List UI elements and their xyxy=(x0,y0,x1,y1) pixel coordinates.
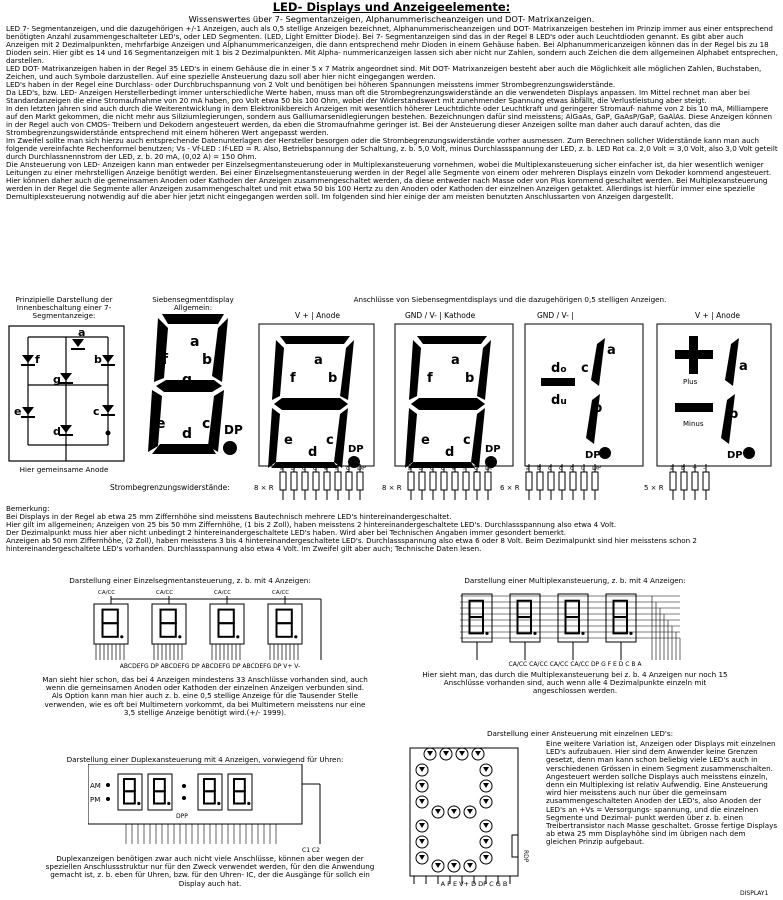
svg-text:b: b xyxy=(681,464,686,472)
svg-text:8 × R: 8 × R xyxy=(254,484,274,492)
svg-text:DPP: DPP xyxy=(176,813,188,820)
multi-title: Darstellung einer Multiplexansteuerung, z. b. mit 4 Anzeigen: xyxy=(464,576,686,585)
notes-line: Hier gilt im allgemeinen; Anzeigen von 25 bis 50 mm Ziffernhöhe, (1 bis 2 Zoll), haben meisstens 2 hintereinandergeschaltete LED's. Durchlassspannung also etwa 4 Volt. xyxy=(6,520,617,529)
intro-paragraph: Da LED's, bzw. LED- Anzeigen Herstellerbedingt immer unterschiedliche Werte haben, muss man oft die Strombegrenzungswiderstände an die verwendeten Displays anpassen. Im Mittel rechnet man aber bei Standardanzeigen die eine Stromaufnahme von 20 mA haben, pro Volt etwa 50 bis 100 Ohm, wobei der Widerstandswert mit zunehmender Spannung etwas äbfällt, die Verlustleistung aber steigt. xyxy=(6,88,750,105)
notes-line: Anzeigen ab 50 mm Ziffernhöhe, (2 Zoll), haben meisstens 3 bis 4 hintereinandergeschaltete LED's. Durchlassspannung also etwa 6 oder 8 Volt. Beim Dezimalpunkt sind hier meisstens schon 2 hintereinandergeschaltete LED's vorhanden. Durchlassspannung also etwa 4 Volt. Im Zweifel gilt aber auch; Technische Daten lesen. xyxy=(6,536,697,553)
svg-text:6 × R: 6 × R xyxy=(500,484,520,492)
intro-paragraph: Im Zweifel sollte man sich hierzu auch entsprechende Datenunterlagen der Hersteller besorgen oder die Strombegrenzungswiderstände vorher ausmessen. Zum Berechnen sollcher Widerstände kann man auch folgende vereinfachte Rechenformel benutzen; Vs - Vf-LED : If-LED = R. Also, Betriebspannung der Schaltung, z. b. 5,0 Volt, minus Durchlassspannung der LED, z. b. LED Rot ca. 2,0 Volt = 3,0 Volt, also 3,0 Volt geteilt durch Durchlassnennstrom der LED, z. b. 20 mA, (0,02 A) = 150 Ohm. xyxy=(6,136,778,161)
am-label: AM xyxy=(90,782,101,790)
led-title: Darstellung einer Ansteuerung mit einzelnen LED's: xyxy=(486,729,674,738)
svg-text:a: a xyxy=(408,464,412,472)
svg-text:DP: DP xyxy=(592,464,601,472)
svg-text:d: d xyxy=(559,464,564,472)
svg-text:DP: DP xyxy=(585,450,601,461)
svg-text:f: f xyxy=(463,464,466,472)
svg-text:c: c xyxy=(430,464,434,472)
svg-text:b: b xyxy=(729,407,739,422)
svg-text:d: d xyxy=(570,464,575,472)
resistor-label: Strombegrenzungswiderstände: xyxy=(110,483,230,492)
svg-text:b: b xyxy=(465,371,475,386)
svg-text:DP: DP xyxy=(357,464,366,472)
svg-text:CA/CC: CA/CC xyxy=(272,590,290,596)
page-title: LED- Displays und Anzeigeelemente: xyxy=(272,0,511,14)
pm-label: PM xyxy=(90,796,101,804)
svg-text:b: b xyxy=(328,371,338,386)
einzel-title: Darstellung einer Einzelsegmentansteuerung, z. b. mit 4 Anzeigen: xyxy=(69,576,311,585)
connections-label: Anschlüsse von Siebensegmentdisplays und die dazugehörigen 0,5 stelligen Anzeigen. xyxy=(353,295,667,304)
c1c2-label: C1 C2 xyxy=(302,847,320,854)
svg-text:do: do xyxy=(551,361,567,376)
page-subtitle: Wissenswertes über 7- Segmentanzeigen, Alphanummerischeanzeigen und DOT- Matrixanzeigen. xyxy=(188,14,595,24)
svg-text:DP: DP xyxy=(485,464,494,472)
svg-text:b: b xyxy=(202,352,213,368)
svg-text:-: - xyxy=(703,464,706,472)
einzel-pins: ABCDEFG DP ABCDEFG DP ABCDEFG DP ABCDEFG DP V+ V- xyxy=(119,663,301,670)
svg-text:f: f xyxy=(335,464,338,472)
svg-text:d: d xyxy=(445,445,455,460)
svg-text:u: u xyxy=(581,464,586,472)
svg-text:du: du xyxy=(551,393,567,408)
led-text: Eine weitere Variation ist, Anzeigen oder Displays mit einzelnen LED's aufzubauen. Hier sind dem Anwender keine Grenzen gesetzt, denn man kann schon beliebig viele LED's auch in verschiedenen Grössen in einem Segment zusammenschalten. Angesteuert werden sollche Displays auch meisstens einzeln, denn ein Multiplexing ist relativ Aufwendig. Eine Ansteuerung wird hier meisstens auch nur über die gemeinsam zusammengeschalteten Anoden der LED's, also Anoden der LED's an +Vs = Versorgungs- spannung, und die einzelnen Segmente und Dezimal- punkt werden über z. b. einen Treibertransistor nach Masse geschaltet. Grosse fertige Displays ab etwa 25 mm Displayhöhe sind im übrigen nach dem gleichen Prinzip aufgebaut. xyxy=(546,739,778,847)
svg-text:e: e xyxy=(452,464,456,472)
svg-text:c: c xyxy=(463,433,471,448)
seg-d-label: d xyxy=(53,425,61,438)
svg-text:g: g xyxy=(474,464,479,472)
intro-paragraph: LED DOT- Matrixanzeigen haben in der Regel 35 LED's in einem Gehäuse die in einer 5 x 7 Matrix angeordnet sind. Mit DOT- Matrixanzeigen besteht aber auch die Möglichkeit alle möglichen Zahlen, Buchstaben, Zeichen, und auch Symbole darzustellen. Auf eine spezielle Ansteuerung dazu soll aber hier nicht eingegangen werden. xyxy=(6,64,762,81)
einzel-diagram xyxy=(88,588,328,666)
footer-label: DISPLAY1 xyxy=(740,890,769,897)
svg-text:CA/CC: CA/CC xyxy=(156,590,174,596)
duplex-text: Duplexanzeigen benötigen zwar auch nicht viele Anschlüsse, können aber wegen der speziellen Anschlussstruktur nur für den Zweck verwendet werden, für den die Anwendung gemacht ist, z. b. eben für Uhren, bzw. für den Uhren- IC, der die Ausgänge für sollch ein Display auch hat. xyxy=(45,854,375,888)
svg-text:a: a xyxy=(739,359,748,374)
svg-text:d: d xyxy=(313,464,318,472)
minus-label: Minus xyxy=(683,420,704,428)
svg-text:d: d xyxy=(308,445,318,460)
svg-text:a: a xyxy=(190,334,200,350)
svg-text:8 × R: 8 × R xyxy=(382,484,402,492)
svg-text:5 × R: 5 × R xyxy=(644,484,664,492)
svg-text:e: e xyxy=(156,416,166,432)
resistor-row xyxy=(110,464,780,504)
svg-text:f: f xyxy=(427,371,433,386)
seg-e-label: e xyxy=(14,405,22,418)
intro-paragraph: LED 7- Segmentanzeigen, und die dazugehörigen +/-1 Anzeigen, auch als 0,5 stellige Anzeigen bezeichnet, Alphanummerischeanzeigen und DOT- Matrixanzeigen bestehen im Prinzip immer aus einer entsprechend benötigten Anzahl zusammengeschalteter LED's, oder LED Segmenten. (LED, Light Emitter Diode). Bei 7- Segmentanzeigen sind das in der Regel 8 LED's oder auch Leuchtdioden genannt. Es gibt aber auch Anzeigen mit 2 Dezimalpunkten, mehrfarbige Anzeigen und Alphanummericanzeigen, die dann entsprechend mehr Dioden in einem Gehäuse haben. Bei Alphanummericanzeigen können das in der Regel bis zu 18 Dioden sein. Hier gibt es 14 und 16 Segmentanzeigen mit 1 bis 2 Dezimalpunkten. Mit Alpha- nummericanzeigen lassen sich aber nicht nur Zahlen, sondern auch Zeichen die dem allgemeinen Alphabet entsprechen, darstellen. xyxy=(6,24,778,65)
notes-heading: Bemerkung: xyxy=(6,504,50,513)
svg-text:a: a xyxy=(451,353,460,368)
svg-text:a: a xyxy=(314,353,323,368)
intro-paragraph: In den letzten Jahren sind auch durch die Weiterentwicklung in dem Elektronikbereich Anzeigen mit wesentlich höherer Leuchtdichte oder Leuchtkraft und geringerer Stromauf- nahme von 2 bis 10 mA, Milliampere auf den Markt gekommen, die nicht mehr aus Siliziumlegierungen, sondern aus Galliumarsenidlegierungen bestehen. Bezeichnungen dafür sind meisstens; AlGaAs, GaP, GaAsP/GaP, GaAlAs. Diese Anzeigen können in der Regel auch von CMOS- Treibern und Dekodern angesteuert werden, da eben die Stromaufnahme geringer ist. Bei der Ansteuerung dieser Anzeigen sollte man daher auch darauf achten, das die Strombegrenzungswiderstände entsprechend mit einem höheren Wert angepasst werden. xyxy=(6,104,772,137)
svg-text:a: a xyxy=(607,343,616,358)
display-panels xyxy=(255,308,775,468)
svg-text:c: c xyxy=(548,464,552,472)
svg-text:d: d xyxy=(441,464,446,472)
svg-text:c: c xyxy=(302,464,306,472)
duplex-diagram xyxy=(88,764,338,854)
principle-label: Prinzipielle Darstellung der Innenbeschaltung einer 7- Segmentanzeige: xyxy=(15,295,113,320)
svg-text:DP: DP xyxy=(727,450,743,461)
dp-label: DP xyxy=(224,423,243,437)
notes-line: Der Dezimalpunkt muss hier aber nicht unbedingt 2 hintereinandergeschaltete LED's haben. Wird aber bei Technischen Angaben immer gesondert bemerkt. xyxy=(6,528,567,537)
einzel-text: Man sieht hier schon, das bei 4 Anzeigen mindestens 33 Anschlüsse vorhanden sind, auch wenn die gemeinsamen Anoden oder Kathoden der einzelnen Anzeigen verbunden sind. Als Option kann man hier auch z. b. eine 0,5 stellige Anzeige für die Tausender Stelle verwenden, wie es oft bei Multimetern vorkommt, da bei Multimetern meisstens nur eine 3,5 stellige Anzeige benötigt wird.(+/- 1999). xyxy=(42,675,368,717)
multi-text: Hier sieht man, das durch die Multiplexansteuerung bei z. b. 4 Anzeigen nur noch 15 Anschlüsse vorhanden sind, auch wenn alle 4 Dezimalpunkte einzeln mit angeschlossen werden. xyxy=(422,670,728,696)
intro-text xyxy=(6,25,778,201)
plus-label: Plus xyxy=(683,378,698,386)
svg-text:b: b xyxy=(291,464,296,472)
svg-text:DP: DP xyxy=(485,444,501,455)
svg-text:a: a xyxy=(280,464,284,472)
seg-b-label: b xyxy=(94,353,102,366)
sevenseg-label: Siebensegmentdisplay Allgemein: xyxy=(152,295,234,312)
seg-g-label: g xyxy=(53,373,61,386)
sevenseg-general xyxy=(138,310,248,460)
seg-f-label: f xyxy=(35,353,40,366)
led-diagram xyxy=(400,740,542,890)
svg-text:c: c xyxy=(581,361,589,376)
svg-text:b: b xyxy=(537,464,542,472)
svg-text:g: g xyxy=(182,372,193,388)
intro-paragraph: LED's haben in der Regel eine Durchlass- oder Durchbruchspannung von 2 Volt und benötigen bei höheren Spannungen meisstens immer Strombegrenzungswiderstände. xyxy=(6,80,616,89)
svg-text:f: f xyxy=(290,371,296,386)
svg-text:e: e xyxy=(284,433,293,448)
svg-text:CA/CC: CA/CC xyxy=(214,590,232,596)
principle-schematic xyxy=(8,325,126,465)
rdp-label: RDP xyxy=(522,850,529,863)
svg-text:a: a xyxy=(526,464,530,472)
multi-pins: CA/CC CA/CC CA/CC CA/CC DP G F E D C B A xyxy=(508,661,642,668)
svg-text:CA/CC: CA/CC xyxy=(98,590,116,596)
svg-text:b: b xyxy=(593,401,603,416)
common-anode-note: Hier gemeinsame Anode xyxy=(19,465,109,474)
intro-paragraph: Die Ansteuerung von LED- Anzeigen kann man entweder per Einzelsegmentansteuerung oder in Multiplexansteuerung vornehmen, wobei die Multiplexansteuerung sicher einfacher ist, da hier wesentlich weniger Leitungen zu einer mehrstelligen Anzeige benötigt werden. Bei einer Einzelsegmentansteuerung werden in der Regel alle Segmente von einem oder mehreren Displays einzeln vom Dekoder kommend angesteuert. Hier können daher auch die gemeinsamen Anoden oder Kathoden der Anzeigen zusammengeschaltet werden, da diese entweder nach Masse oder von Plus kommend geschaltet werden. Bei Multiplexansteuerung werden in der Regel die Segmente aller Anzeigen zusammengeschaltet und mit etwa 50 bis 100 Hertz zu den Anoden oder Kathoden der einzelnen Anzeigen getaktet. Allerdings ist hierfür immer eine spezielle Demultiplexsteuerung notwendig auf die aber hier jetzt nicht eingegangen werden soll. Im folgenden sind hier einige der am meisten benutzten Anschlussarten von Anzeigen dargestellt. xyxy=(6,160,772,201)
svg-text:d: d xyxy=(182,426,193,442)
svg-text:e: e xyxy=(324,464,328,472)
svg-text:c: c xyxy=(202,416,211,432)
svg-text:DP: DP xyxy=(348,444,364,455)
svg-text:g: g xyxy=(346,464,351,472)
seg-c-label: c xyxy=(93,405,100,418)
notes-line: Bei Displays in der Regel ab etwa 25 mm Ziffernhöhe sind meisstens Bautechnisch mehrere LED's hintereinandergeschaltet. xyxy=(6,512,452,521)
multi-diagram xyxy=(452,588,692,668)
svg-text:c: c xyxy=(326,433,334,448)
svg-text:a: a xyxy=(670,464,674,472)
led-bottom-pins: A F E V+ D DP C G B xyxy=(440,880,508,888)
gnd-kathode-label: GND / V- | Kathode xyxy=(405,311,476,320)
v-anode-label: V + | Anode xyxy=(695,311,740,320)
notes-text xyxy=(6,505,778,553)
svg-text:f: f xyxy=(162,352,169,368)
svg-text:b: b xyxy=(419,464,424,472)
va-anode-label: V + | Anode xyxy=(295,311,340,320)
duplex-title: Darstellung einer Duplexansteuerung mit 4 Anzeigen, vorwiegend für Uhren: xyxy=(66,755,344,764)
gnd-v-label: GND / V- | xyxy=(537,311,574,320)
svg-text:e: e xyxy=(421,433,430,448)
seg-a-label: a xyxy=(78,326,86,339)
svg-text:+: + xyxy=(692,464,698,472)
